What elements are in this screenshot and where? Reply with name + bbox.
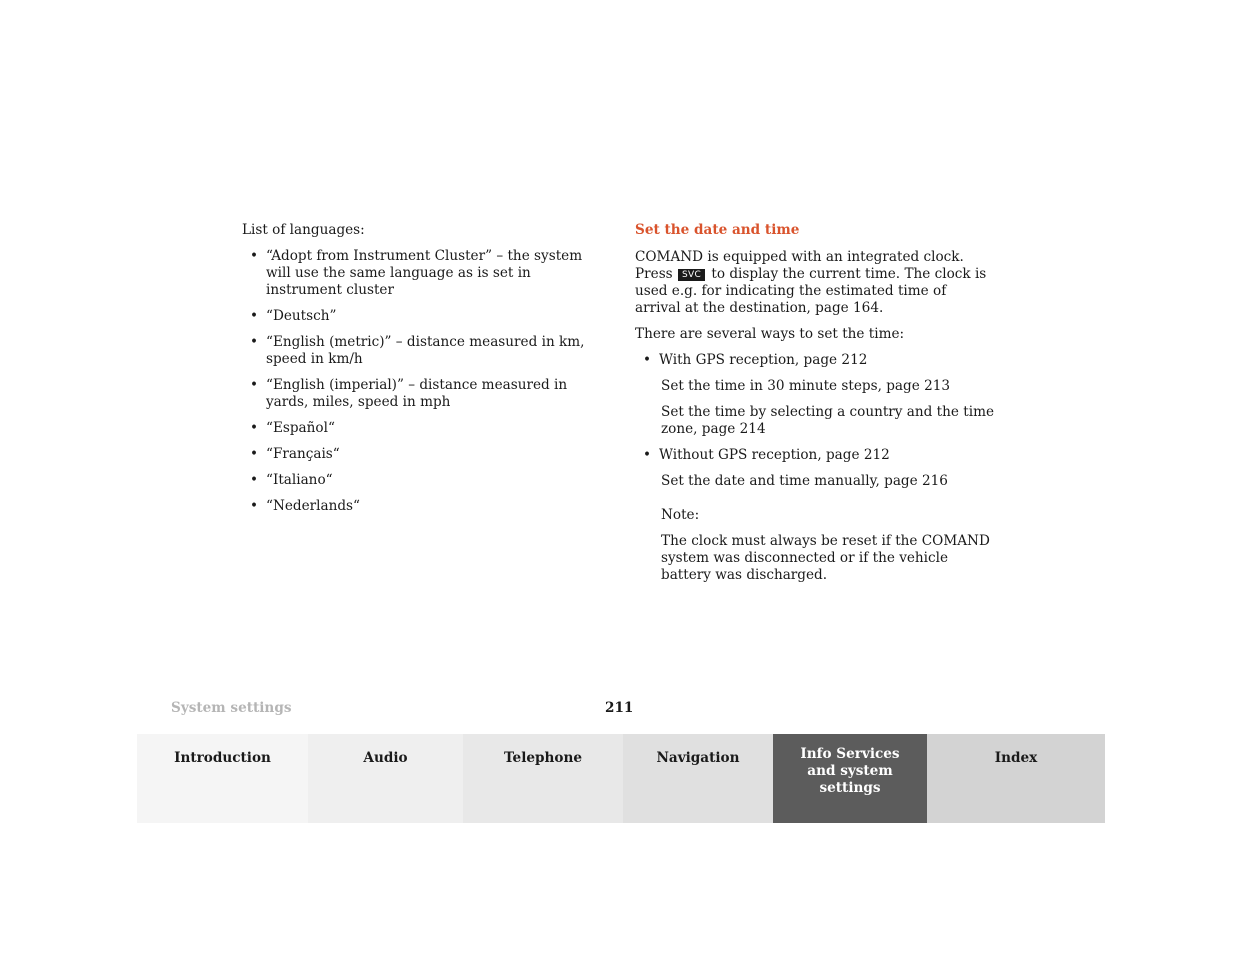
time-method-list bbox=[635, 352, 995, 369]
language-option: “Español“ bbox=[266, 420, 335, 436]
bullet-icon: • bbox=[250, 498, 259, 514]
language-list-column bbox=[242, 222, 602, 524]
section-heading: Set the date and time bbox=[635, 222, 800, 238]
list-item bbox=[242, 446, 602, 463]
no-gps-sub-item: Set the date and time manually, page 216 bbox=[661, 473, 948, 489]
tab-label: Introduction bbox=[174, 750, 271, 766]
language-option: “Adopt from Instrument Cluster” – the system will use the same language as is set in instrument cluster bbox=[266, 248, 583, 298]
language-option: “Français“ bbox=[266, 446, 340, 462]
list-item bbox=[635, 447, 995, 464]
clock-intro-text: COMAND is equipped with an integrated clock. Press bbox=[635, 249, 964, 282]
bullet-icon: • bbox=[250, 334, 259, 350]
time-method-list bbox=[635, 447, 995, 464]
no-gps-reception-item: Without GPS reception, page 212 bbox=[659, 447, 890, 463]
tab-label: Audio bbox=[363, 750, 408, 766]
language-list bbox=[242, 248, 602, 515]
bullet-icon: • bbox=[643, 447, 652, 463]
chapter-nav-bar bbox=[137, 734, 1105, 823]
bullet-icon: • bbox=[250, 248, 259, 264]
tab-label: Index bbox=[994, 750, 1038, 766]
language-option: “Italiano“ bbox=[266, 472, 333, 488]
tab-label: Telephone bbox=[503, 750, 582, 766]
language-option: “English (imperial)” – distance measured in yards, miles, speed in mph bbox=[266, 377, 568, 410]
bullet-icon: • bbox=[250, 377, 259, 393]
note-text: The clock must always be reset if the COMAND system was disconnected or if the vehicle battery was discharged. bbox=[661, 533, 990, 583]
list-item bbox=[242, 498, 602, 515]
tab-label: Navigation bbox=[656, 750, 740, 766]
bullet-icon: • bbox=[643, 352, 652, 368]
bullet-icon: • bbox=[250, 472, 259, 488]
language-option: “Nederlands“ bbox=[266, 498, 360, 514]
clock-intro-paragraph bbox=[635, 249, 995, 317]
svc-key-icon: SVC bbox=[678, 269, 705, 281]
tab-telephone[interactable] bbox=[463, 734, 623, 823]
language-list-intro: List of languages: bbox=[242, 222, 365, 238]
note-label: Note: bbox=[661, 507, 700, 523]
gps-sub-item: Set the time by selecting a country and the time zone, page 214 bbox=[661, 404, 995, 437]
language-option: “Deutsch” bbox=[266, 308, 337, 324]
tab-index[interactable] bbox=[927, 734, 1105, 823]
date-time-column bbox=[635, 222, 995, 593]
bullet-icon: • bbox=[250, 308, 259, 324]
list-item bbox=[242, 248, 602, 299]
tab-label: Info Services and system settings bbox=[800, 746, 900, 796]
list-item bbox=[242, 334, 602, 368]
page-number: 211 bbox=[605, 700, 634, 716]
clock-intro-text-continued: to display the current time. The clock is used e.g. for indicating the estimated time of arrival at the destination, page 164. bbox=[635, 266, 987, 316]
bullet-icon: • bbox=[250, 420, 259, 436]
tab-info-services[interactable] bbox=[773, 734, 927, 823]
list-item bbox=[242, 472, 602, 489]
language-option: “English (metric)” – distance measured in km, speed in km/h bbox=[266, 334, 585, 367]
tab-navigation[interactable] bbox=[623, 734, 773, 823]
gps-reception-item: With GPS reception, page 212 bbox=[659, 352, 868, 368]
section-label: System settings bbox=[171, 700, 292, 716]
ways-intro: There are several ways to set the time: bbox=[635, 326, 905, 342]
list-item bbox=[242, 308, 602, 325]
tab-audio[interactable] bbox=[308, 734, 463, 823]
list-item bbox=[242, 420, 602, 437]
list-item bbox=[635, 352, 995, 369]
tab-introduction[interactable] bbox=[137, 734, 308, 823]
list-item bbox=[242, 377, 602, 411]
bullet-icon: • bbox=[250, 446, 259, 462]
gps-sub-item: Set the time in 30 minute steps, page 213 bbox=[661, 378, 951, 394]
